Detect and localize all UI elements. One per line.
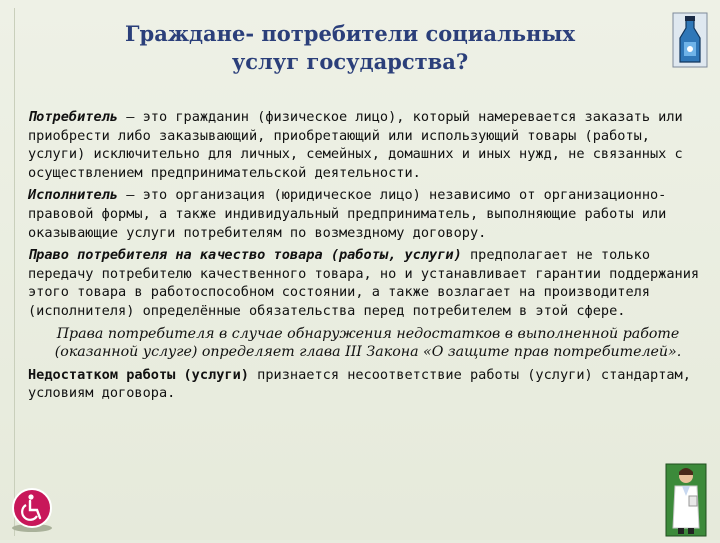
definition-text: предполагает не только передачу потребителю качественного товара, но и устанавливает гарантии поддержания этого товара в работоспособном состоянии, а также возлагает на производителя (исполнителя) определённые обязательства перед потребителем в этой сфере.	[28, 247, 700, 319]
definition-defect	[28, 366, 708, 403]
slide-title: Граждане- потребители социальных услуг государства?	[125, 21, 575, 74]
term-quality-right: Право потребителя на качество товара (работы, услуги)	[28, 247, 462, 264]
wheelchair-icon	[10, 488, 54, 534]
definition-text: – это гражданин (физическое лицо), который намеревается заказать или приобрести либо заказывающий, приобретающий или использующий товары (работы, услуги) исключительно для личных, семейных, домашних и иных нужд, не связанных с осуществлением предпринимательской деятельности.	[28, 109, 683, 181]
bottle-icon	[672, 12, 708, 68]
definition-consumer	[28, 108, 708, 182]
definition-quality-right	[28, 246, 708, 320]
term-defect: Недостатком работы (услуги)	[28, 366, 249, 383]
rights-in-defects-paragraph: Права потребителя в случае обнаружения недостатков в выполненной работе (оказанной услуге) определяет глава III Закона «О защите прав потребителей».	[54, 325, 682, 361]
slide-content	[28, 108, 708, 407]
definition-text: признается несоответствие работы (услуги) стандартам, условиям договора.	[28, 366, 691, 402]
definition-executor	[28, 186, 708, 242]
term-executor: Исполнитель	[28, 187, 119, 204]
doctor-icon	[664, 462, 708, 538]
term-consumer: Потребитель	[28, 109, 119, 125]
definition-text: – это организация (юридическое лицо) независимо от организационно-правовой формы, а также индивидуальный предприниматель, выполняющие работы или оказывающие услуги потребителям по возмездному договору.	[28, 187, 667, 241]
